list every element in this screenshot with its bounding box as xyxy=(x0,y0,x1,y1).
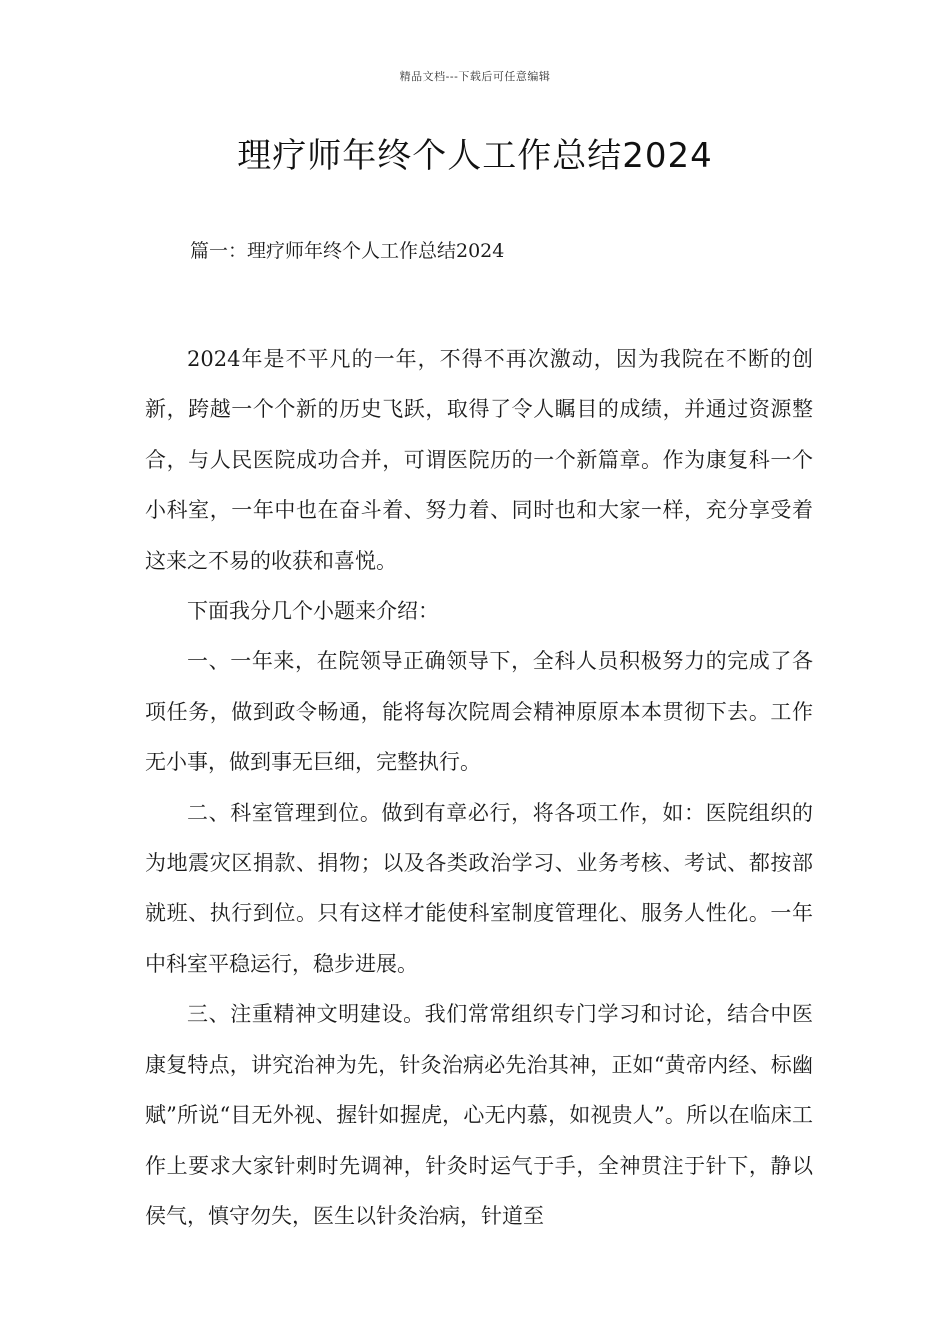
paragraph-point-three: 三、注重精神文明建设。我们常常组织专门学习和讨论，结合中医康复特点，讲究治神为先，针灸治病必先治其神，正如“黄帝内经、标幽赋”所说“目无外视、握针如握虎，心无内慕，如视贵人”。所以在临床工作上要求大家针刺时先调神，针灸时运气于手，全神贯注于针下，静以侯气，慎守勿失，医生以针灸治病，针道至 xyxy=(145,1002,813,1228)
paragraph-lead-in: 下面我分几个小题来介绍： xyxy=(187,599,439,624)
document-title: 理疗师年终个人工作总结2024 xyxy=(237,136,713,176)
paragraph-point-two: 二、科室管理到位。做到有章必行，将各项工作，如：医院组织的为地震灾区捐款、捐物；以及各类政治学习、业务考核、考试、都按部就班、执行到位。只有这样才能使科室制度管理化、服务人性化。一年中科室平稳运行，稳步进展。 xyxy=(145,800,813,976)
paragraph-intro: 2024年是不平凡的一年，不得不再次激动，因为我院在不断的创新，跨越一个个新的历史飞跃，取得了令人瞩目的成绩，并通过资源整合，与人民医院成功合并，可谓医院历的一个新篇章。作为康复科一个小科室，一年中也在奋斗着、努力着、同时也和大家一样，充分享受着这来之不易的收获和喜悦。 xyxy=(145,347,813,573)
section-subtitle: 篇一：理疗师年终个人工作总结2024 xyxy=(190,240,505,262)
body-text xyxy=(145,334,813,1241)
paragraph-point-one: 一、一年来，在院领导正确领导下，全科人员积极努力的完成了各项任务，做到政令畅通，能将每次院周会精神原原本本贯彻下去。工作无小事，做到事无巨细，完整执行。 xyxy=(145,649,813,775)
header-note: 精品文档---下载后可任意编辑 xyxy=(399,70,551,83)
